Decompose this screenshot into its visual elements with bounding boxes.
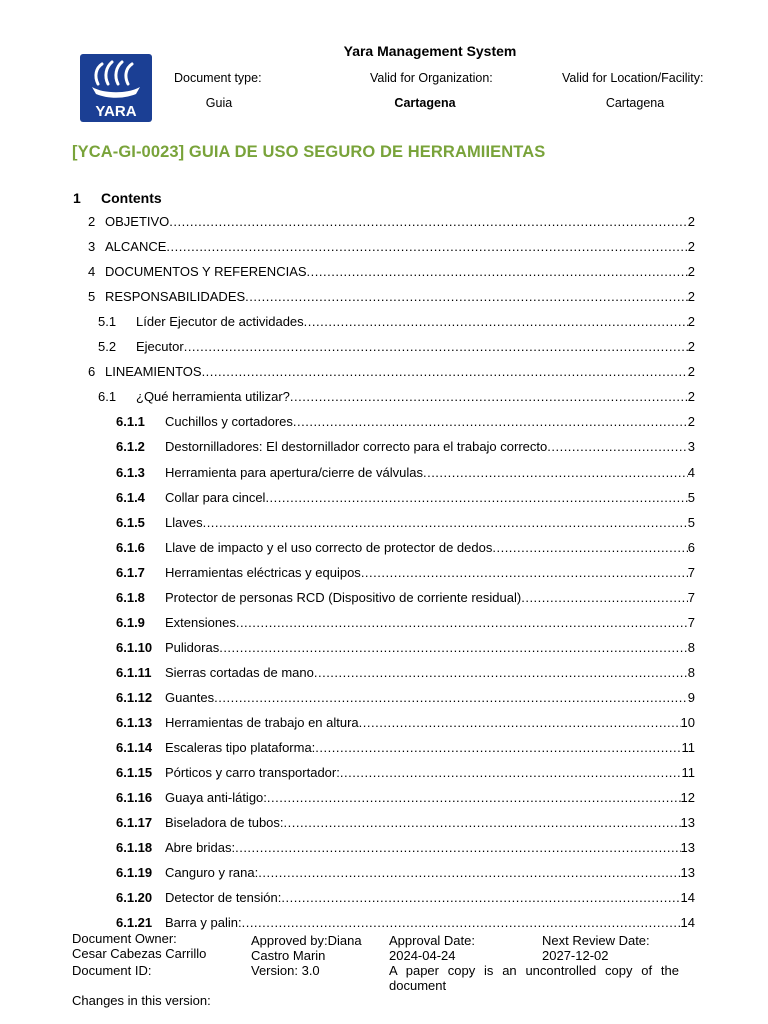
toc-entry[interactable] <box>88 264 695 282</box>
toc-entry-title: OBJETIVO <box>105 214 170 229</box>
toc-leader-dots <box>258 865 680 880</box>
toc-entry[interactable] <box>116 890 695 908</box>
toc-entry[interactable] <box>116 915 695 933</box>
toc-leader-dots <box>359 715 681 730</box>
toc-entry[interactable] <box>116 740 695 758</box>
toc-leader-dots <box>265 490 687 505</box>
toc-entry-title: RESPONSABILIDADES <box>105 289 246 305</box>
document-owner-label: Document Owner: <box>72 931 177 946</box>
toc-entry-title: Cuchillos y cortadores <box>165 414 293 430</box>
location-label: Valid for Location/Facility: <box>562 71 704 85</box>
toc-leader-dots <box>202 364 688 379</box>
document-type-label: Document type: <box>174 71 262 85</box>
toc-entry[interactable] <box>116 715 695 733</box>
toc-entry-number: 2 <box>88 214 96 229</box>
toc-entry[interactable] <box>116 439 695 457</box>
toc-entry-number: 6.1.2 <box>116 439 145 455</box>
toc-leader-dots <box>166 239 687 254</box>
toc-entry-title: Herramientas eléctricas y equipos <box>165 564 361 580</box>
toc-entry-title: Collar para cincel <box>165 489 266 505</box>
document-owner-value: Cesar Cabezas Carrillo <box>72 946 207 961</box>
toc-leader-dots <box>315 740 681 755</box>
toc-entry-page: 7 <box>687 564 695 580</box>
toc-leader-dots <box>235 840 680 855</box>
toc-entry-page: 7 <box>687 589 695 605</box>
toc-entry-title: LINEAMIENTOS <box>105 364 202 380</box>
toc-entry[interactable] <box>116 590 695 608</box>
toc-entry-page: 2 <box>687 239 695 255</box>
toc-entry-title: Sierras cortadas de mano <box>165 664 314 680</box>
toc-entry[interactable] <box>116 640 695 658</box>
toc-entry-title: Herramientas de trabajo en altura <box>165 715 359 730</box>
toc-entry-page: 2 <box>687 389 695 405</box>
approval-date-label: Approval Date: <box>389 933 475 948</box>
toc-entry-number: 6.1.18 <box>116 840 153 856</box>
toc-entry[interactable] <box>116 515 695 533</box>
toc-entry-page: 2 <box>687 264 695 280</box>
toc-entry[interactable] <box>88 239 695 257</box>
toc-entry[interactable] <box>116 465 695 483</box>
toc-leader-dots <box>267 790 681 805</box>
changes-label: Changes in this version: <box>72 993 211 1008</box>
uncontrolled-copy-note-line1: A paper copy is an uncontrolled copy of the <box>389 963 679 978</box>
toc-entry-page: 6 <box>687 539 695 555</box>
toc-entry-number: 6.1.4 <box>116 489 145 505</box>
toc-entry-title: ALCANCE <box>105 239 167 255</box>
contents-heading: Contents <box>101 190 162 206</box>
toc-entry-number: 6.1.13 <box>116 715 153 730</box>
toc-entry[interactable] <box>88 289 695 307</box>
toc-entry-number: 5.1 <box>98 314 117 330</box>
toc-entry-page: 3 <box>687 439 695 455</box>
toc-entry-number: 6.1.16 <box>116 790 153 806</box>
toc-entry-title: Pórticos y carro transportador: <box>165 765 340 781</box>
toc-leader-dots <box>245 289 688 304</box>
toc-entry-page: 8 <box>687 664 695 680</box>
toc-leader-dots <box>242 915 681 930</box>
toc-entry[interactable] <box>88 214 695 232</box>
toc-leader-dots <box>184 339 688 354</box>
toc-leader-dots <box>284 815 681 830</box>
toc-leader-dots <box>547 439 688 454</box>
toc-entry-title: Canguro y rana: <box>165 865 259 881</box>
toc-entry-number: 6.1.15 <box>116 765 153 781</box>
toc-entry-number: 6.1.12 <box>116 689 153 705</box>
toc-entry-page: 13 <box>680 840 695 856</box>
toc-entry-title: DOCUMENTOS Y REFERENCIAS <box>105 264 307 280</box>
toc-entry-page: 12 <box>680 790 695 806</box>
toc-entry-page: 5 <box>687 514 695 530</box>
toc-leader-dots <box>281 890 680 905</box>
toc-leader-dots <box>492 540 687 555</box>
approved-by-line1: Approved by:Diana <box>251 933 362 948</box>
toc-entry-number: 5.2 <box>98 339 117 355</box>
toc-entry-title: Llave de impacto y el uso correcto de protector de dedos <box>165 539 493 555</box>
toc-entry-title: Líder Ejecutor de actividades <box>136 314 304 330</box>
toc-entry[interactable] <box>116 690 695 708</box>
toc-entry-page: 10 <box>680 715 695 730</box>
toc-entry[interactable] <box>116 865 695 883</box>
toc-entry-title: Abre bridas: <box>165 840 236 856</box>
toc-entry-title: Herramienta para apertura/cierre de válvulas <box>165 464 423 480</box>
toc-leader-dots <box>214 690 688 705</box>
version: Version: 3.0 <box>251 963 320 978</box>
toc-entry-number: 6.1.11 <box>116 664 152 680</box>
document-type-value: Guia <box>205 96 233 110</box>
toc-entry-number: 6.1.20 <box>116 890 153 906</box>
toc-entry[interactable] <box>88 364 695 382</box>
toc-entry-number: 6.1.8 <box>116 589 145 605</box>
toc-entry-page: 2 <box>687 364 695 380</box>
toc-entry-number: 6.1.3 <box>116 464 145 480</box>
toc-entry[interactable] <box>116 540 695 558</box>
toc-entry-title: Llaves <box>165 514 203 530</box>
toc-entry-title: Barra y palin: <box>165 915 242 931</box>
toc-entry-number: 6.1.10 <box>116 639 153 655</box>
toc-entry-page: 2 <box>687 289 695 305</box>
toc-entry-page: 2 <box>687 314 695 330</box>
approval-date-value: 2024-04-24 <box>389 948 456 963</box>
contents-number: 1 <box>73 190 81 206</box>
toc-entry-number: 6.1.7 <box>116 564 145 580</box>
system-title: Yara Management System <box>343 43 517 59</box>
toc-leader-dots <box>236 615 688 630</box>
toc-entry-number: 6.1.9 <box>116 614 145 630</box>
svg-text:YARA: YARA <box>95 103 137 120</box>
toc-entry-page: 2 <box>687 214 695 229</box>
toc-entry-number: 6.1.14 <box>116 740 153 756</box>
toc-entry-title: Detector de tensión: <box>165 890 282 906</box>
toc-entry-page: 14 <box>680 890 695 906</box>
toc-entry[interactable] <box>98 339 695 357</box>
toc-entry[interactable] <box>116 815 695 833</box>
toc-entry-number: 6.1.21 <box>116 915 153 931</box>
toc-entry-title: Pulidoras <box>165 639 220 655</box>
toc-entry-number: 6.1.5 <box>116 514 145 530</box>
toc-entry-number: 6.1 <box>98 389 117 405</box>
uncontrolled-copy-note-line2: document <box>389 978 447 993</box>
toc-entry-number: 6.1.19 <box>116 865 153 881</box>
toc-leader-dots <box>304 314 688 329</box>
toc-entry[interactable] <box>116 490 695 508</box>
toc-entry[interactable] <box>98 314 695 332</box>
toc-entry-page: 9 <box>687 689 695 705</box>
toc-entry-page: 2 <box>687 339 695 355</box>
toc-entry-page: 14 <box>680 915 695 931</box>
toc-entry-title: Protector de personas RCD (Dispositivo de corriente residual) <box>165 589 522 605</box>
toc-entry-page: 5 <box>687 489 695 505</box>
toc-entry[interactable] <box>116 665 695 683</box>
toc-leader-dots <box>203 515 688 530</box>
yara-logo <box>80 54 152 122</box>
toc-entry[interactable] <box>116 414 695 432</box>
toc-entry-title: Guantes <box>165 689 215 705</box>
toc-leader-dots <box>423 465 688 480</box>
toc-entry[interactable] <box>116 765 695 783</box>
toc-entry-number: 4 <box>88 264 96 280</box>
viking-ship-logo-icon <box>80 54 152 122</box>
toc-entry-title: ¿Qué herramienta utilizar? <box>136 389 290 405</box>
toc-leader-dots <box>521 590 688 605</box>
toc-entry[interactable] <box>116 790 695 808</box>
approved-by-line2: Castro Marin <box>251 948 326 963</box>
toc-leader-dots <box>314 665 688 680</box>
next-review-value: 2027-12-02 <box>542 948 609 963</box>
toc-leader-dots <box>293 414 688 429</box>
toc-entry[interactable] <box>116 840 695 858</box>
document-title: [YCA-GI-0023] GUIA DE USO SEGURO DE HERRAMIIENTAS <box>72 143 546 161</box>
toc-leader-dots <box>290 389 688 404</box>
toc-entry-page: 13 <box>680 815 695 831</box>
toc-entry-title: Biseladora de tubos: <box>165 815 284 831</box>
toc-leader-dots <box>169 214 687 229</box>
toc-entry-page: 13 <box>680 865 695 881</box>
next-review-label: Next Review Date: <box>542 933 650 948</box>
toc-entry-number: 6.1.1 <box>116 414 145 430</box>
toc-leader-dots <box>361 565 688 580</box>
toc-entry-number: 6.1.17 <box>116 815 153 831</box>
toc-entry-number: 6.1.6 <box>116 539 145 555</box>
document-id-label: Document ID: <box>72 963 152 978</box>
toc-entry-page: 2 <box>687 414 695 430</box>
toc-leader-dots <box>307 264 688 279</box>
toc-entry-number: 3 <box>88 239 96 255</box>
toc-leader-dots <box>219 640 688 655</box>
toc-entry-page: 4 <box>687 464 695 480</box>
toc-entry[interactable] <box>116 615 695 633</box>
toc-entry-title: Extensiones <box>165 614 236 630</box>
toc-entry-title: Guaya anti-látigo: <box>165 790 267 806</box>
location-value: Cartagena <box>605 96 665 110</box>
toc-entry[interactable] <box>116 565 695 583</box>
toc-entry-page: 11 <box>681 740 695 756</box>
toc-entry[interactable] <box>98 389 695 407</box>
toc-entry-page: 8 <box>687 639 695 655</box>
toc-entry-page: 11 <box>681 765 695 781</box>
toc-entry-title: Escaleras tipo plataforma: <box>165 740 316 756</box>
toc-entry-page: 7 <box>687 614 695 630</box>
toc-entry-title: Ejecutor <box>136 339 184 355</box>
toc-leader-dots <box>340 765 682 780</box>
organization-value: Cartagena <box>394 96 456 110</box>
organization-label: Valid for Organization: <box>370 71 493 85</box>
toc-entry-title: Destornilladores: El destornillador correcto para el trabajo correcto <box>165 439 548 455</box>
toc-entry-number: 5 <box>88 289 96 305</box>
toc-entry-number: 6 <box>88 364 96 380</box>
